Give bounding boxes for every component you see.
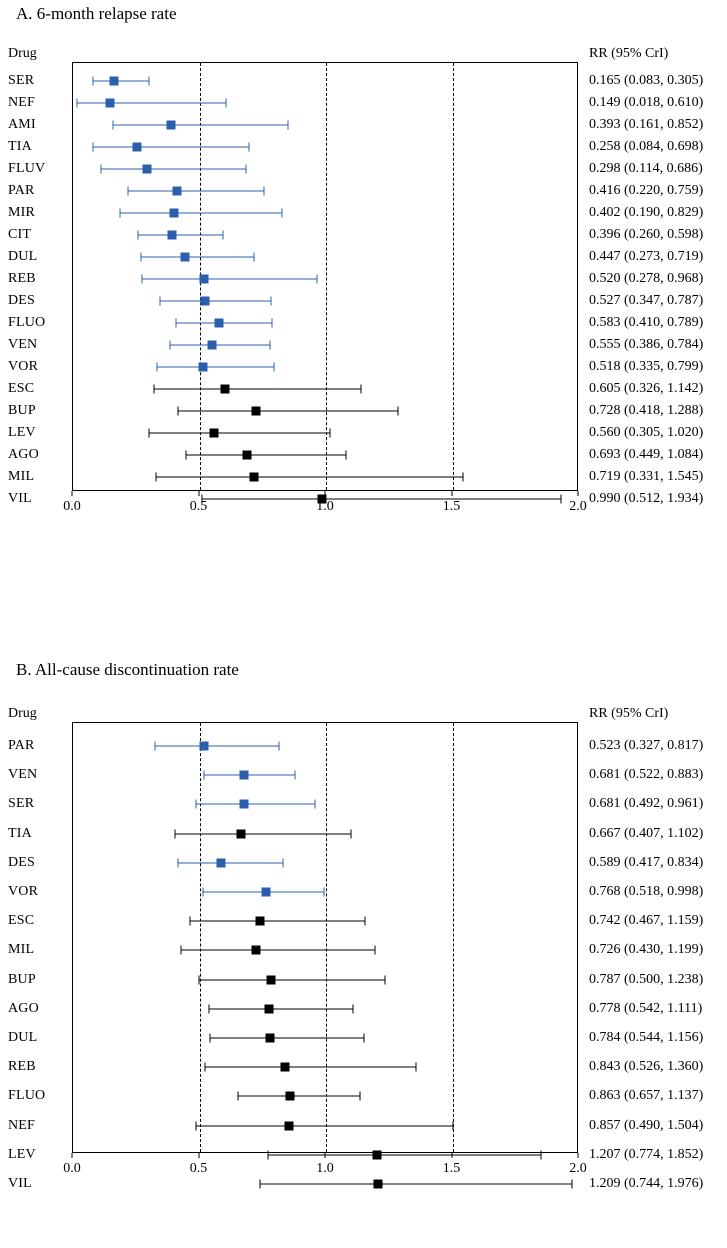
point-estimate-marker bbox=[209, 429, 218, 438]
confidence-interval-cap bbox=[346, 451, 347, 460]
row-label: DUL bbox=[8, 1030, 38, 1045]
row-label: PAR bbox=[8, 183, 35, 198]
x-axis-tick-label: 0.0 bbox=[63, 1161, 81, 1176]
point-estimate-marker bbox=[240, 771, 249, 780]
confidence-interval-cap bbox=[324, 888, 325, 897]
panel-b-drug-header: Drug bbox=[8, 706, 37, 721]
x-axis-tick bbox=[72, 1153, 73, 1158]
confidence-interval-line bbox=[238, 1096, 359, 1097]
panel-a-value-header: RR (95% CrI) bbox=[589, 46, 669, 61]
row-label: FLUV bbox=[8, 161, 46, 176]
confidence-interval-cap bbox=[375, 946, 376, 955]
row-label: PAR bbox=[8, 738, 35, 753]
row-label: VIL bbox=[8, 491, 32, 506]
row-label: ESC bbox=[8, 913, 35, 929]
row-value: 0.693 (0.449, 1.084) bbox=[589, 447, 704, 462]
gridline bbox=[326, 723, 327, 1152]
x-axis-tick bbox=[198, 491, 199, 496]
confidence-interval-cap bbox=[177, 858, 178, 867]
confidence-interval-cap bbox=[540, 1150, 541, 1159]
confidence-interval-line bbox=[186, 455, 347, 456]
confidence-interval-cap bbox=[264, 187, 265, 196]
row-label: SER bbox=[8, 796, 35, 812]
point-estimate-marker bbox=[201, 297, 210, 306]
confidence-interval-cap bbox=[267, 1150, 268, 1159]
point-estimate-marker bbox=[284, 1121, 293, 1130]
point-estimate-marker bbox=[217, 858, 226, 867]
point-estimate-marker bbox=[373, 1180, 382, 1189]
row-value: 0.719 (0.331, 1.545) bbox=[589, 469, 704, 484]
confidence-interval-cap bbox=[330, 429, 331, 438]
row-value: 0.560 (0.305, 1.020) bbox=[589, 425, 704, 440]
confidence-interval-cap bbox=[226, 99, 227, 108]
confidence-interval-cap bbox=[137, 231, 138, 240]
confidence-interval-cap bbox=[177, 407, 178, 416]
x-axis-tick-label: 2.0 bbox=[569, 499, 587, 514]
point-estimate-marker bbox=[255, 917, 264, 926]
row-label: VEN bbox=[8, 337, 38, 352]
confidence-interval-cap bbox=[359, 1092, 360, 1101]
point-estimate-marker bbox=[266, 1034, 275, 1043]
point-estimate-marker bbox=[373, 1150, 382, 1159]
confidence-interval-cap bbox=[281, 209, 282, 218]
point-estimate-marker bbox=[167, 121, 176, 130]
confidence-interval-cap bbox=[93, 143, 94, 152]
row-value: 0.258 (0.084, 0.698) bbox=[589, 139, 704, 154]
row-label: LEV bbox=[8, 425, 36, 440]
confidence-interval-line bbox=[157, 367, 274, 368]
point-estimate-marker bbox=[240, 800, 249, 809]
x-axis-tick bbox=[198, 1153, 199, 1158]
confidence-interval-cap bbox=[350, 829, 351, 838]
confidence-interval-cap bbox=[283, 858, 284, 867]
x-axis-tick bbox=[325, 491, 326, 496]
confidence-interval-line bbox=[170, 345, 271, 346]
confidence-interval-cap bbox=[248, 143, 249, 152]
point-estimate-marker bbox=[236, 829, 245, 838]
panel-b-title: B. All-cause discontinuation rate bbox=[16, 660, 239, 679]
row-label: MIL bbox=[8, 469, 35, 484]
confidence-interval-cap bbox=[287, 121, 288, 130]
gridline bbox=[326, 63, 327, 490]
confidence-interval-cap bbox=[198, 975, 199, 984]
confidence-interval-line bbox=[120, 213, 282, 214]
row-value: 0.555 (0.386, 0.784) bbox=[589, 337, 704, 352]
row-value: 1.207 (0.774, 1.852) bbox=[589, 1146, 704, 1162]
point-estimate-marker bbox=[168, 231, 177, 240]
row-label: BUP bbox=[8, 403, 36, 418]
panel-b-forest-plot bbox=[0, 650, 727, 1248]
confidence-interval-line bbox=[93, 147, 248, 148]
plot-frame bbox=[72, 722, 578, 1153]
confidence-interval-cap bbox=[364, 1034, 365, 1043]
row-label: NEF bbox=[8, 1117, 36, 1133]
row-value: 0.298 (0.114, 0.686) bbox=[589, 161, 703, 176]
confidence-interval-line bbox=[268, 1154, 541, 1155]
confidence-interval-cap bbox=[571, 1180, 572, 1189]
panel-a bbox=[0, 0, 727, 600]
x-axis-tick bbox=[451, 1153, 452, 1158]
confidence-interval-cap bbox=[175, 319, 176, 328]
confidence-interval-line bbox=[204, 775, 295, 776]
confidence-interval-line bbox=[210, 1038, 365, 1039]
row-value: 0.447 (0.273, 0.719) bbox=[589, 249, 704, 264]
point-estimate-marker bbox=[267, 975, 276, 984]
confidence-interval-line bbox=[142, 279, 317, 280]
confidence-interval-cap bbox=[209, 1034, 210, 1043]
row-value: 0.728 (0.418, 1.288) bbox=[589, 403, 704, 418]
row-value: 0.681 (0.492, 0.961) bbox=[589, 796, 704, 812]
row-value: 0.605 (0.326, 1.142) bbox=[589, 381, 704, 396]
row-label: NEF bbox=[8, 95, 36, 110]
row-value: 0.778 (0.542, 1.111) bbox=[589, 1000, 703, 1016]
confidence-interval-cap bbox=[315, 800, 316, 809]
confidence-interval-cap bbox=[353, 1004, 354, 1013]
plot-frame bbox=[72, 62, 578, 491]
confidence-interval-cap bbox=[141, 253, 142, 262]
row-label: REB bbox=[8, 1059, 36, 1075]
point-estimate-marker bbox=[249, 473, 258, 482]
x-axis-tick bbox=[578, 491, 579, 496]
row-label: TIA bbox=[8, 825, 32, 841]
row-label: LEV bbox=[8, 1146, 36, 1162]
confidence-interval-cap bbox=[76, 99, 77, 108]
confidence-interval-cap bbox=[245, 165, 246, 174]
row-value: 0.396 (0.260, 0.598) bbox=[589, 227, 704, 242]
point-estimate-marker bbox=[199, 363, 208, 372]
point-estimate-marker bbox=[199, 275, 208, 284]
confidence-interval-line bbox=[93, 81, 149, 82]
row-label: FLUO bbox=[8, 315, 46, 330]
point-estimate-marker bbox=[109, 77, 118, 86]
confidence-interval-line bbox=[209, 1008, 353, 1009]
confidence-interval-line bbox=[149, 433, 330, 434]
confidence-interval-cap bbox=[238, 1092, 239, 1101]
confidence-interval-line bbox=[196, 1125, 453, 1126]
x-axis-tick bbox=[72, 491, 73, 496]
point-estimate-marker bbox=[105, 99, 114, 108]
row-value: 0.165 (0.083, 0.305) bbox=[589, 73, 704, 88]
point-estimate-marker bbox=[169, 209, 178, 218]
row-value: 0.667 (0.407, 1.102) bbox=[589, 825, 704, 841]
confidence-interval-line bbox=[77, 103, 227, 104]
row-value: 0.402 (0.190, 0.829) bbox=[589, 205, 704, 220]
confidence-interval-cap bbox=[260, 1180, 261, 1189]
point-estimate-marker bbox=[262, 888, 271, 897]
confidence-interval-line bbox=[113, 125, 288, 126]
point-estimate-marker bbox=[133, 143, 142, 152]
confidence-interval-cap bbox=[154, 385, 155, 394]
panel-a-title: A. 6-month relapse rate bbox=[16, 4, 177, 23]
row-label: VOR bbox=[8, 359, 39, 374]
point-estimate-marker bbox=[221, 385, 230, 394]
row-value: 0.393 (0.161, 0.852) bbox=[589, 117, 704, 132]
confidence-interval-cap bbox=[185, 451, 186, 460]
point-estimate-marker bbox=[143, 165, 152, 174]
panel-b-value-header: RR (95% CrI) bbox=[589, 706, 669, 721]
row-value: 0.583 (0.410, 0.789) bbox=[589, 315, 704, 330]
row-value: 0.527 (0.347, 0.787) bbox=[589, 293, 704, 308]
gridline bbox=[453, 723, 454, 1152]
confidence-interval-line bbox=[202, 499, 562, 500]
point-estimate-marker bbox=[286, 1092, 295, 1101]
confidence-interval-line bbox=[160, 301, 271, 302]
confidence-interval-line bbox=[175, 833, 351, 834]
confidence-interval-cap bbox=[295, 771, 296, 780]
x-axis-tick-label: 2.0 bbox=[569, 1161, 587, 1176]
row-value: 0.768 (0.518, 0.998) bbox=[589, 884, 704, 899]
row-label: ESC bbox=[8, 381, 35, 396]
row-label: VIL bbox=[8, 1176, 32, 1191]
confidence-interval-cap bbox=[190, 917, 191, 926]
confidence-interval-line bbox=[154, 389, 360, 390]
gridline bbox=[200, 723, 201, 1152]
row-value: 0.518 (0.335, 0.799) bbox=[589, 359, 704, 374]
x-axis-tick-label: 1.5 bbox=[442, 499, 461, 514]
confidence-interval-cap bbox=[100, 165, 101, 174]
confidence-interval-line bbox=[181, 950, 376, 951]
confidence-interval-line bbox=[196, 804, 315, 805]
row-value: 0.784 (0.544, 1.156) bbox=[589, 1030, 704, 1045]
confidence-interval-cap bbox=[209, 1004, 210, 1013]
confidence-interval-cap bbox=[180, 946, 181, 955]
confidence-interval-cap bbox=[274, 363, 275, 372]
confidence-interval-cap bbox=[271, 297, 272, 306]
confidence-interval-cap bbox=[204, 771, 205, 780]
point-estimate-marker bbox=[252, 407, 261, 416]
confidence-interval-cap bbox=[149, 77, 150, 86]
panel-a-drug-header: Drug bbox=[8, 46, 37, 61]
confidence-interval-cap bbox=[203, 888, 204, 897]
row-label: MIR bbox=[8, 205, 36, 220]
row-value: 0.523 (0.327, 0.817) bbox=[589, 738, 704, 753]
row-label: DUL bbox=[8, 249, 38, 264]
confidence-interval-cap bbox=[223, 231, 224, 240]
confidence-interval-cap bbox=[149, 429, 150, 438]
point-estimate-marker bbox=[281, 1063, 290, 1072]
row-value: 0.843 (0.526, 1.360) bbox=[589, 1059, 704, 1075]
row-label: TIA bbox=[8, 139, 32, 154]
row-label: AGO bbox=[8, 1000, 39, 1016]
confidence-interval-cap bbox=[316, 275, 317, 284]
x-axis-tick bbox=[451, 491, 452, 496]
row-label: VEN bbox=[8, 767, 38, 783]
confidence-interval-cap bbox=[92, 77, 93, 86]
confidence-interval-line bbox=[260, 1184, 572, 1185]
x-axis-tick-label: 1.0 bbox=[316, 499, 334, 514]
confidence-interval-cap bbox=[205, 1063, 206, 1072]
confidence-interval-line bbox=[128, 191, 264, 192]
confidence-interval-cap bbox=[397, 407, 398, 416]
confidence-interval-line bbox=[156, 477, 463, 478]
confidence-interval-cap bbox=[253, 253, 254, 262]
confidence-interval-cap bbox=[174, 829, 175, 838]
point-estimate-marker bbox=[173, 187, 182, 196]
confidence-interval-cap bbox=[169, 341, 170, 350]
x-axis-tick-label: 0.5 bbox=[189, 499, 208, 514]
row-label: AMI bbox=[8, 117, 36, 132]
confidence-interval-cap bbox=[462, 473, 463, 482]
confidence-interval-cap bbox=[127, 187, 128, 196]
x-axis-tick-label: 1.5 bbox=[442, 1161, 461, 1176]
confidence-interval-cap bbox=[196, 800, 197, 809]
row-value: 0.416 (0.220, 0.759) bbox=[589, 183, 704, 198]
confidence-interval-cap bbox=[156, 363, 157, 372]
x-axis-tick bbox=[325, 1153, 326, 1158]
confidence-interval-cap bbox=[155, 473, 156, 482]
confidence-interval-line bbox=[205, 1067, 416, 1068]
row-label: SER bbox=[8, 73, 35, 88]
confidence-interval-line bbox=[138, 235, 224, 236]
x-axis-tick-label: 0.5 bbox=[189, 1161, 208, 1176]
row-label: REB bbox=[8, 271, 36, 286]
confidence-interval-cap bbox=[452, 1121, 453, 1130]
confidence-interval-cap bbox=[195, 1121, 196, 1130]
row-label: CIT bbox=[8, 227, 32, 242]
x-axis-tick bbox=[578, 1153, 579, 1158]
point-estimate-marker bbox=[215, 319, 224, 328]
confidence-interval-cap bbox=[271, 319, 272, 328]
row-label: BUP bbox=[8, 971, 36, 987]
row-value: 0.990 (0.512, 1.934) bbox=[589, 491, 704, 506]
confidence-interval-line bbox=[190, 921, 365, 922]
confidence-interval-cap bbox=[112, 121, 113, 130]
row-label: FLUO bbox=[8, 1088, 46, 1104]
confidence-interval-cap bbox=[360, 385, 361, 394]
row-value: 0.726 (0.430, 1.199) bbox=[589, 942, 704, 958]
confidence-interval-cap bbox=[365, 917, 366, 926]
confidence-interval-line bbox=[199, 979, 386, 980]
point-estimate-marker bbox=[251, 946, 260, 955]
confidence-interval-line bbox=[141, 257, 254, 258]
x-axis-tick-label: 1.0 bbox=[316, 1161, 334, 1176]
confidence-interval-cap bbox=[416, 1063, 417, 1072]
point-estimate-marker bbox=[200, 742, 209, 751]
row-label: DES bbox=[8, 293, 36, 308]
confidence-interval-cap bbox=[154, 742, 155, 751]
confidence-interval-cap bbox=[120, 209, 121, 218]
point-estimate-marker bbox=[208, 341, 217, 350]
confidence-interval-cap bbox=[159, 297, 160, 306]
row-label: VOR bbox=[8, 884, 39, 899]
row-value: 1.209 (0.744, 1.976) bbox=[589, 1176, 704, 1191]
x-axis-tick-label: 0.0 bbox=[63, 499, 81, 514]
confidence-interval-line bbox=[178, 411, 398, 412]
gridline bbox=[453, 63, 454, 490]
confidence-interval-cap bbox=[278, 742, 279, 751]
row-value: 0.520 (0.278, 0.968) bbox=[589, 271, 704, 286]
row-value: 0.149 (0.018, 0.610) bbox=[589, 95, 704, 110]
row-value: 0.857 (0.490, 1.504) bbox=[589, 1117, 704, 1133]
row-value: 0.742 (0.467, 1.159) bbox=[589, 913, 704, 929]
point-estimate-marker bbox=[181, 253, 190, 262]
row-label: MIL bbox=[8, 942, 35, 958]
confidence-interval-line bbox=[101, 169, 246, 170]
confidence-interval-cap bbox=[561, 495, 562, 504]
panel-a-forest-plot bbox=[0, 0, 727, 600]
confidence-interval-line bbox=[178, 862, 284, 863]
point-estimate-marker bbox=[243, 451, 252, 460]
row-value: 0.787 (0.500, 1.238) bbox=[589, 971, 704, 987]
row-value: 0.863 (0.657, 1.137) bbox=[589, 1088, 704, 1104]
row-value: 0.681 (0.522, 0.883) bbox=[589, 767, 704, 783]
row-label: DES bbox=[8, 854, 36, 870]
row-value: 0.589 (0.417, 0.834) bbox=[589, 854, 704, 870]
confidence-interval-line bbox=[155, 746, 279, 747]
point-estimate-marker bbox=[264, 1004, 273, 1013]
row-label: AGO bbox=[8, 447, 39, 462]
confidence-interval-cap bbox=[142, 275, 143, 284]
confidence-interval-cap bbox=[385, 975, 386, 984]
confidence-interval-cap bbox=[270, 341, 271, 350]
panel-b bbox=[0, 650, 727, 1248]
